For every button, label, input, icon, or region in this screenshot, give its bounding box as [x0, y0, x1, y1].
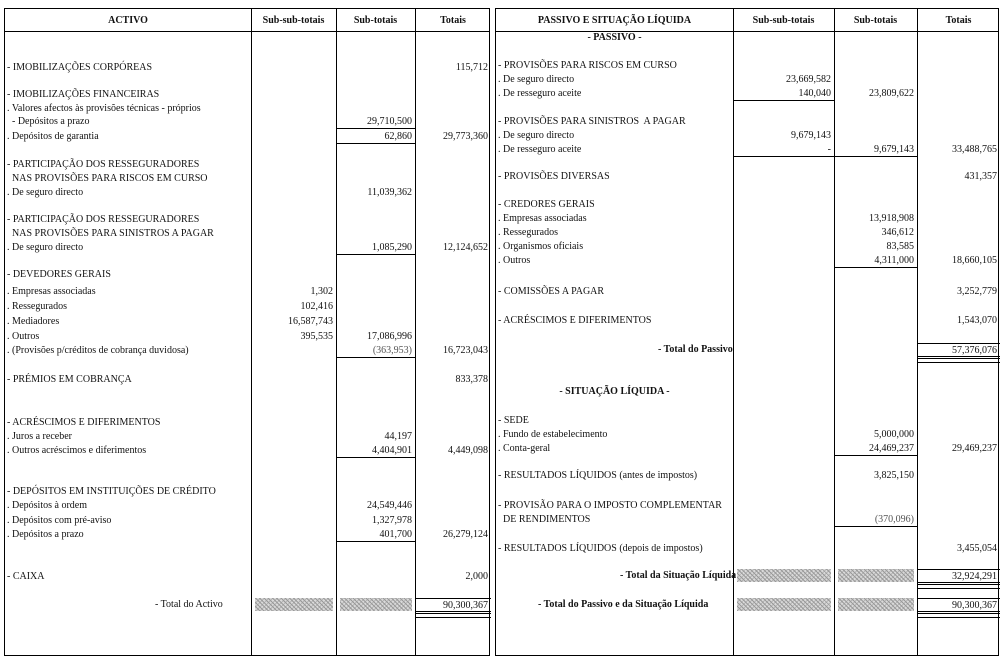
- sub-totais-value: 346,612: [881, 227, 914, 238]
- table-row: [496, 212, 998, 226]
- sub-sub-totais-value: 23,669,582: [786, 74, 831, 85]
- table-row: [496, 129, 998, 143]
- row-label: - COMISSÕES A PAGAR: [498, 286, 605, 297]
- sub-totais-value: 23,809,622: [869, 88, 914, 99]
- activo-header-sub-totais: Sub-totais: [353, 15, 398, 26]
- total-situacao-value: 32,924,291: [917, 569, 1000, 583]
- activo-header-totais: Totais: [440, 15, 466, 26]
- row-label: - PROVISÕES PARA SINISTROS A PAGAR: [498, 116, 686, 127]
- row-label: - PRÉMIOS EM COBRANÇA: [7, 374, 132, 385]
- totais-value: 833,378: [455, 374, 488, 385]
- row-label: . Outros: [7, 331, 40, 342]
- row-label: - SEDE: [498, 415, 529, 426]
- sub-totais-value: (370,096): [834, 513, 917, 527]
- table-row: [5, 88, 489, 102]
- table-row: [5, 213, 489, 227]
- row-label: - DEPÓSITOS EM INSTITUIÇÕES DE CRÉDITO: [7, 486, 216, 497]
- total-row: [496, 343, 998, 357]
- row-label: . Fundo de estabelecimento: [498, 429, 608, 440]
- table-row: [496, 469, 998, 483]
- row-label: . De seguro directo: [498, 130, 575, 141]
- table-row: [5, 285, 489, 299]
- row-label: . (Provisões p/créditos de cobrança duvidosa): [7, 345, 189, 356]
- table-row: [5, 330, 489, 344]
- row-label: . De seguro directo: [7, 242, 84, 253]
- row-label: . Outros: [498, 255, 531, 266]
- table-row: [5, 61, 489, 75]
- table-row: [496, 285, 998, 299]
- section-heading-row: [496, 31, 998, 45]
- row-label: - CREDORES GERAIS: [498, 199, 595, 210]
- table-row: [5, 241, 489, 255]
- row-label: . Ressegurados: [7, 301, 67, 312]
- table-row: [5, 115, 489, 129]
- table-row: [5, 570, 489, 584]
- totais-value: 2,000: [465, 571, 488, 582]
- row-label: NAS PROVISÕES PARA SINISTROS A PAGAR: [7, 228, 214, 239]
- row-label: . Organismos oficiais: [498, 241, 584, 252]
- row-label: - ACRÉSCIMOS E DIFERIMENTOS: [7, 417, 161, 428]
- sub-sub-totais-value: 140,040: [733, 87, 834, 101]
- table-row: [496, 513, 998, 527]
- totais-value: 29,469,237: [952, 443, 997, 454]
- row-label: - IMOBILIZAÇÕES FINANCEIRAS: [7, 89, 160, 100]
- section-heading-row: [496, 385, 998, 399]
- sub-totais-value: 13,918,908: [869, 213, 914, 224]
- table-row: [496, 115, 998, 129]
- table-row: [496, 87, 998, 101]
- passivo-header-title: PASSIVO E SITUAÇÃO LÍQUIDA: [537, 15, 692, 26]
- table-row: [5, 528, 489, 542]
- row-label: . De resseguro aceite: [498, 144, 582, 155]
- table-row: [5, 186, 489, 200]
- activo-header-title: ACTIVO: [108, 15, 148, 26]
- row-label: . Juros a receber: [7, 431, 72, 442]
- sub-totais-value: 1,085,290: [336, 241, 415, 255]
- row-label: - ACRÉSCIMOS E DIFERIMENTOS: [498, 315, 652, 326]
- row-label: - PROVISÃO PARA O IMPOSTO COMPLEMENTAR: [498, 500, 722, 511]
- table-row: [496, 254, 998, 268]
- sub-totais-value: 17,086,996: [367, 331, 412, 342]
- sub-totais-value: 9,679,143: [834, 143, 917, 157]
- table-row: [496, 314, 998, 328]
- table-row: [496, 143, 998, 157]
- total-activo-label: - Total do Activo: [155, 599, 223, 610]
- activo-panel: [4, 8, 490, 656]
- passivo-header-sub-sub-totais: Sub-sub-totais: [752, 15, 815, 26]
- row-label: . De resseguro aceite: [498, 88, 582, 99]
- grand-total-value: 90,300,367: [917, 598, 1000, 612]
- totais-value: 16,723,043: [443, 345, 488, 356]
- sub-totais-value: 3,825,150: [874, 470, 914, 481]
- total-passivo-value: 57,376,076: [917, 343, 1000, 357]
- double-underline: [415, 613, 491, 618]
- sub-sub-totais-value: 9,679,143: [791, 130, 831, 141]
- sub-totais-value: 24,469,237: [834, 442, 917, 456]
- table-row: [496, 170, 998, 184]
- table-row: [496, 414, 998, 428]
- sub-sub-totais-value: -: [733, 143, 834, 157]
- sub-sub-totais-value: 16,587,743: [288, 316, 333, 327]
- row-label: - DEVEDORES GERAIS: [7, 269, 111, 280]
- table-row: [496, 59, 998, 73]
- column-divider: [834, 9, 835, 655]
- row-label: - PARTICIPAÇÃO DOS RESSEGURADORES: [7, 214, 200, 225]
- row-label: - IMOBILIZAÇÕES CORPÓREAS: [7, 62, 153, 73]
- table-row: [5, 344, 489, 358]
- sub-totais-value: 24,549,446: [367, 500, 412, 511]
- row-label: DE RENDIMENTOS: [498, 514, 591, 525]
- table-row: [496, 198, 998, 212]
- row-label: . Empresas associadas: [498, 213, 587, 224]
- double-underline: [917, 584, 1000, 589]
- sub-totais-value: 83,585: [886, 241, 914, 252]
- table-row: [5, 416, 489, 430]
- total-row: [496, 569, 998, 583]
- table-row: [5, 300, 489, 314]
- totais-value: 3,455,054: [957, 543, 997, 554]
- passivo-header-sub-totais: Sub-totais: [853, 15, 898, 26]
- double-underline: [917, 358, 1000, 363]
- table-row: [5, 430, 489, 444]
- table-row: [5, 514, 489, 528]
- sub-sub-totais-value: 102,416: [300, 301, 333, 312]
- table-row: [496, 499, 998, 513]
- sub-totais-value: 29,710,500: [336, 115, 415, 129]
- table-row: [496, 240, 998, 254]
- totais-value: 18,660,105: [952, 255, 997, 266]
- table-row: [496, 226, 998, 240]
- totais-value: 431,357: [964, 171, 997, 182]
- total-activo-value: 90,300,367: [415, 598, 491, 612]
- table-row: [5, 485, 489, 499]
- row-label: . Depósitos à ordem: [7, 500, 87, 511]
- row-label: - PROVISÕES DIVERSAS: [498, 171, 610, 182]
- sub-totais-value: 1,327,978: [372, 515, 412, 526]
- row-label: . De seguro directo: [498, 74, 575, 85]
- totais-value: 33,488,765: [952, 144, 997, 155]
- row-label: . Depósitos com pré-aviso: [7, 515, 112, 526]
- sub-sub-totais-value: 395,535: [300, 331, 333, 342]
- table-row: [496, 428, 998, 442]
- header-rule: [5, 31, 489, 32]
- passivo-panel: [495, 8, 999, 656]
- totais-value: 26,279,124: [443, 529, 488, 540]
- row-label: . Mediadores: [7, 316, 60, 327]
- sub-totais-value: 401,700: [336, 528, 415, 542]
- table-row: [496, 542, 998, 556]
- sub-totais-value: 4,404,901: [336, 444, 415, 458]
- grand-total-label: - Total do Passivo e da Situação Líquida: [538, 599, 709, 610]
- row-label: . Valores afectos às provisões técnicas - próprios: [7, 103, 201, 114]
- table-row: [496, 73, 998, 87]
- table-row: [5, 130, 489, 144]
- row-label: . Depósitos de garantia: [7, 131, 99, 142]
- row-label: . Depósitos a prazo: [7, 529, 84, 540]
- total-passivo-label: - Total do Passivo: [658, 344, 733, 355]
- table-row: [5, 102, 489, 116]
- passivo-section-heading: - PASSIVO -: [587, 32, 642, 43]
- sub-totais-value: 62,860: [336, 130, 415, 144]
- sub-sub-totais-value: 1,302: [310, 286, 333, 297]
- row-label: . Empresas associadas: [7, 286, 96, 297]
- table-row: [5, 499, 489, 513]
- table-row: [496, 442, 998, 456]
- table-row: [5, 373, 489, 387]
- row-label: . Conta-geral: [498, 443, 551, 454]
- row-label: . Ressegurados: [498, 227, 558, 238]
- row-label: - RESULTADOS LÍQUIDOS (depois de impostos): [498, 543, 703, 554]
- sub-totais-value: 4,311,000: [834, 254, 917, 268]
- totais-value: 1,543,070: [957, 315, 997, 326]
- totais-value: 115,712: [455, 62, 488, 73]
- row-label: . De seguro directo: [7, 187, 84, 198]
- row-label: - PARTICIPAÇÃO DOS RESSEGURADORES: [7, 159, 200, 170]
- table-row: [5, 268, 489, 282]
- sub-totais-value: 5,000,000: [874, 429, 914, 440]
- table-row: [5, 158, 489, 172]
- row-label: - CAIXA: [7, 571, 45, 582]
- column-divider: [733, 9, 734, 655]
- table-row: [5, 315, 489, 329]
- row-label: - PROVISÕES PARA RISCOS EM CURSO: [498, 60, 677, 71]
- row-label: - Depósitos a prazo: [7, 116, 90, 127]
- row-label: - RESULTADOS LÍQUIDOS (antes de impostos): [498, 470, 698, 481]
- totais-value: 12,124,652: [443, 242, 488, 253]
- table-row: [5, 172, 489, 186]
- sub-totais-value: (363,953): [336, 344, 415, 358]
- total-situacao-label: - Total da Situação Líquida: [620, 570, 737, 581]
- activo-header-sub-sub-totais: Sub-sub-totais: [262, 15, 325, 26]
- situacao-section-heading: - SITUAÇÃO LÍQUIDA -: [559, 386, 670, 397]
- row-label: . Outros acréscimos e diferimentos: [7, 445, 147, 456]
- sub-totais-value: 11,039,362: [367, 187, 412, 198]
- table-row: [5, 227, 489, 241]
- total-row: [5, 598, 489, 612]
- total-row: [496, 598, 998, 612]
- totais-value: 29,773,360: [443, 131, 488, 142]
- totais-value: 3,252,779: [957, 286, 997, 297]
- row-label: NAS PROVISÕES PARA RISCOS EM CURSO: [7, 173, 208, 184]
- totais-value: 4,449,098: [448, 445, 488, 456]
- sub-totais-value: 44,197: [384, 431, 412, 442]
- column-divider: [917, 9, 918, 655]
- passivo-header-totais: Totais: [945, 15, 972, 26]
- double-underline: [917, 613, 1000, 618]
- table-row: [5, 444, 489, 458]
